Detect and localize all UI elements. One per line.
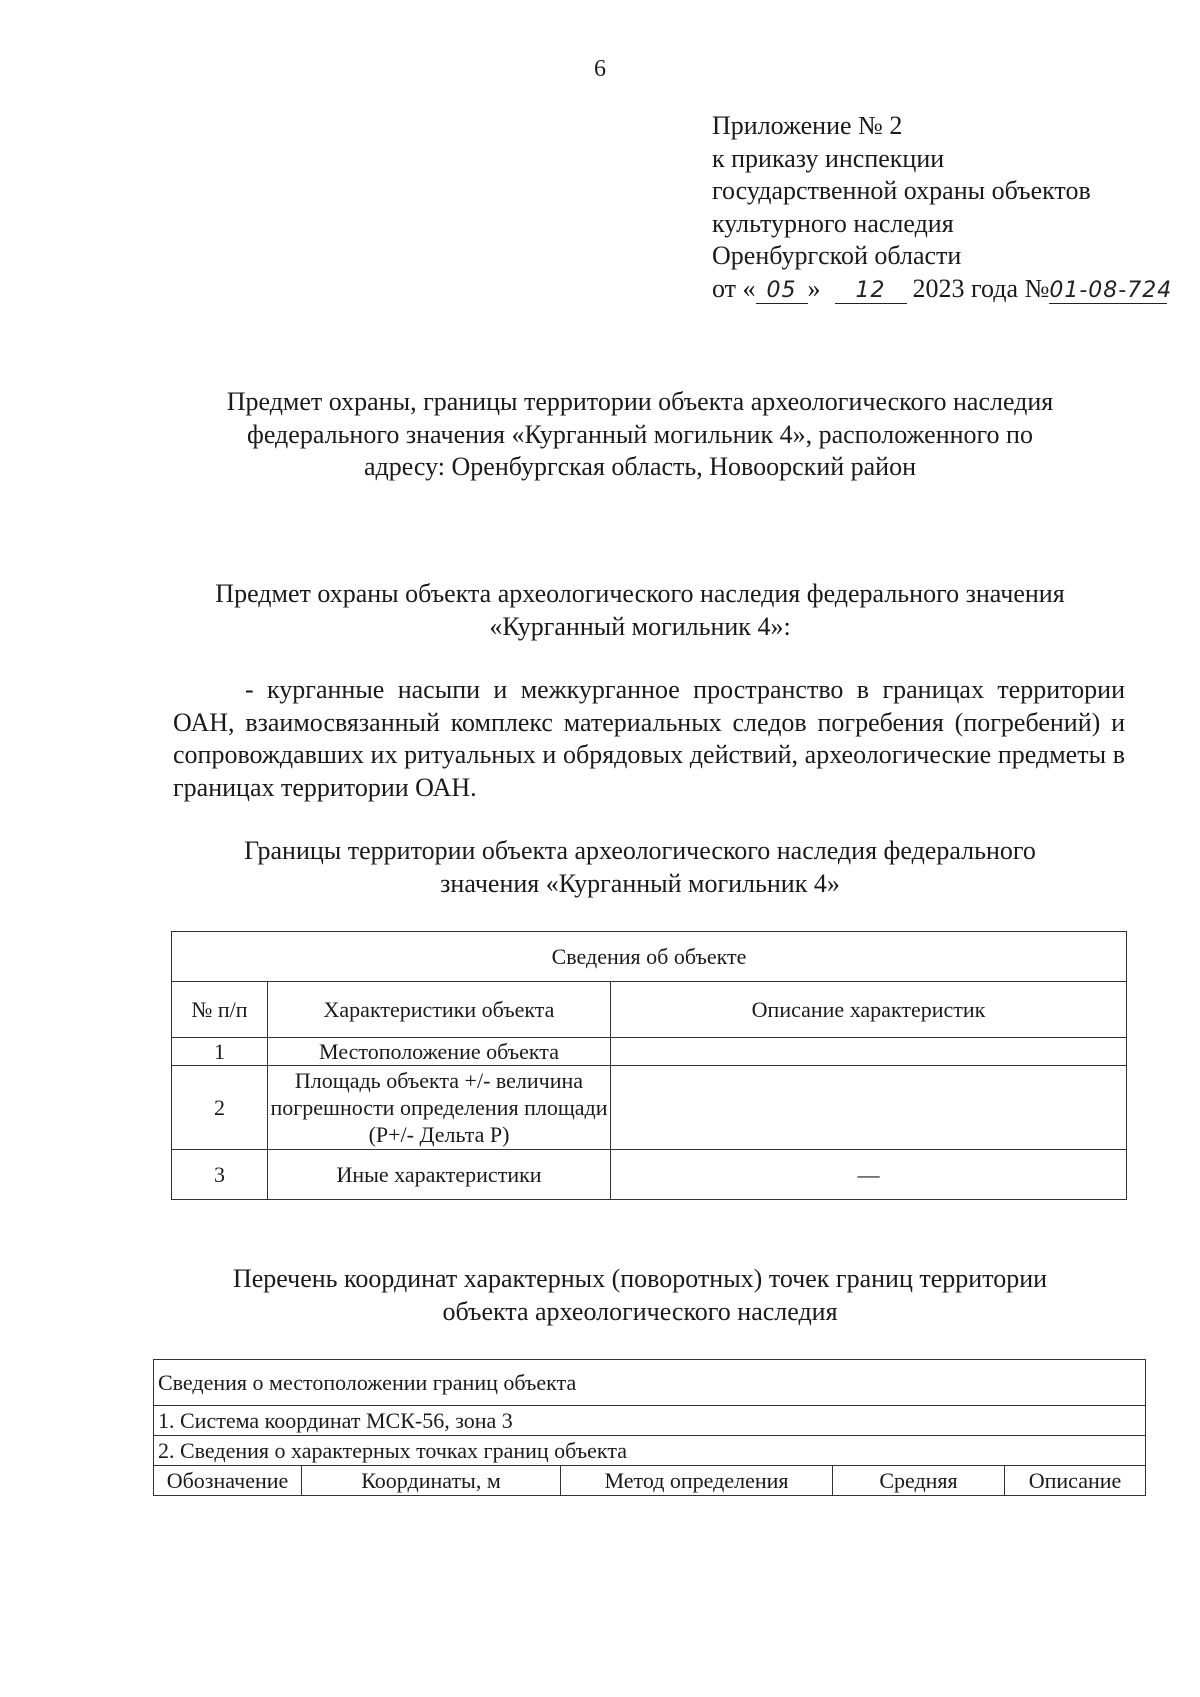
coords-heading-line-1: Перечень координат характерных (поворотных) точек границ территории xyxy=(232,1264,1048,1293)
header-designation: Обозначение xyxy=(154,1466,302,1496)
object-table-caption: Сведения об объекте xyxy=(172,932,1127,982)
header-average: Средняя xyxy=(833,1466,1005,1496)
appendix-block xyxy=(712,110,1173,305)
coords-heading-line-2: объекта археологического наследия xyxy=(442,1296,838,1326)
object-info-table xyxy=(171,931,1127,1200)
points-info-row: 2. Сведения о характерных точках границ объекта xyxy=(154,1436,1146,1466)
row-characteristic: Местоположение объекта xyxy=(268,1038,611,1066)
document-title xyxy=(150,386,1130,484)
coordinates-table xyxy=(153,1359,1146,1496)
page-number: 6 xyxy=(594,56,606,82)
bounds-heading-line-1: Границы территории объекта археологического наследия федерального xyxy=(244,836,1036,865)
handwritten-day: 05 xyxy=(756,279,808,304)
subject-heading-line-1: Предмет охраны объекта археологического наследия федерального значения xyxy=(215,579,1065,608)
subject-heading xyxy=(150,578,1130,643)
bounds-heading-line-2: значения «Курганный могильник 4» xyxy=(440,868,840,898)
bounds-heading xyxy=(150,835,1130,900)
table-row xyxy=(172,1038,1127,1066)
date-quote-close: » xyxy=(807,273,821,303)
row-number: 1 xyxy=(172,1038,268,1066)
appendix-line-3: государственной охраны объектов xyxy=(712,176,1091,205)
row-description xyxy=(611,1066,1127,1150)
header-characteristic: Характеристики объекта xyxy=(268,982,611,1038)
handwritten-month: 12 xyxy=(835,279,907,304)
header-coords-description: Описание xyxy=(1005,1466,1146,1496)
row-characteristic: Иные характеристики xyxy=(268,1150,611,1200)
row-number: 3 xyxy=(172,1150,268,1200)
title-line-1: Предмет охраны, границы территории объекта археологического наследия xyxy=(226,387,1054,416)
appendix-line-4: культурного наследия xyxy=(712,208,954,238)
title-line-2: федерального значения «Курганный могильник 4», расположенного по xyxy=(247,419,1033,449)
row-description xyxy=(611,1038,1127,1066)
header-description: Описание характеристик xyxy=(611,982,1127,1038)
row-description: — xyxy=(611,1150,1127,1200)
appendix-line-5: Оренбургской области xyxy=(712,241,962,270)
header-coordinates: Координаты, м xyxy=(302,1466,561,1496)
title-line-3: адресу: Оренбургская область, Новоорский район xyxy=(363,452,917,481)
coordinate-system-row: 1. Система координат МСК-56, зона 3 xyxy=(154,1406,1146,1436)
subject-heading-line-2: «Курганный могильник 4»: xyxy=(489,611,791,641)
header-number: № п/п xyxy=(172,982,268,1038)
row-number: 2 xyxy=(172,1066,268,1150)
table-row xyxy=(172,1066,1127,1150)
appendix-line-1: Приложение № 2 xyxy=(712,111,903,140)
header-method: Метод определения xyxy=(561,1466,833,1496)
location-bounds-row: Сведения о местоположении границ объекта xyxy=(154,1360,1146,1406)
coords-heading xyxy=(150,1263,1130,1328)
row-characteristic: Площадь объекта +/- величина погрешности определения площади (P+/- Дельта P) xyxy=(268,1066,611,1150)
subject-paragraph: - курганные насыпи и межкурганное пространство в границах территории ОАН, взаимосвязанный комплекс материальных следов погребения (погребений) и сопровождавших их ритуальных и обрядовых действий, археологические предметы в границах территории ОАН. xyxy=(173,675,1125,802)
table-row xyxy=(172,1150,1127,1200)
appendix-line-2: к приказу инспекции xyxy=(712,143,945,173)
appendix-date-line xyxy=(712,273,1173,306)
date-year: 2023 года № xyxy=(912,273,1050,303)
date-prefix: от « xyxy=(712,273,756,303)
handwritten-order-number: 01-08-724 xyxy=(1049,277,1173,303)
